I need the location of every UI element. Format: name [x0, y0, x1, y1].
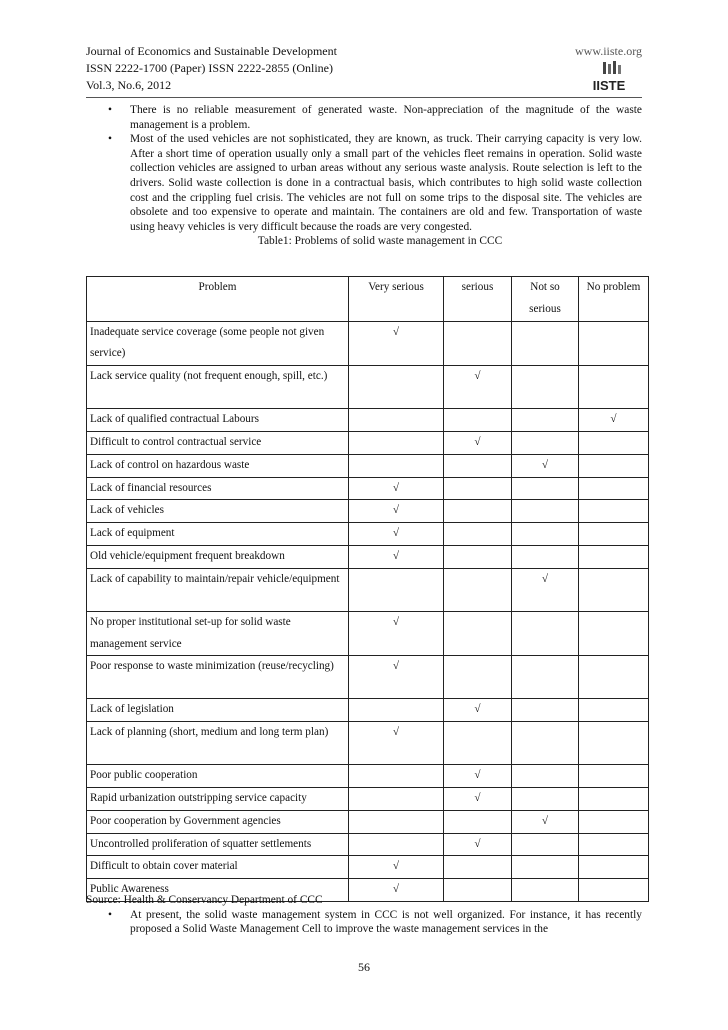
- bullet-item: [86, 103, 642, 132]
- rating-cell-empty: [444, 500, 512, 523]
- rating-cell-empty: [512, 656, 579, 699]
- problem-cell: Lack of planning (short, medium and long term plan): [87, 722, 349, 765]
- table-row: [87, 454, 649, 477]
- problem-cell: Difficult to control contractual service: [87, 431, 349, 454]
- problem-cell: Inadequate service coverage (some people not given service): [87, 321, 349, 366]
- problem-cell: Lack of legislation: [87, 699, 349, 722]
- rating-cell-empty: [444, 409, 512, 432]
- table-row: [87, 722, 649, 765]
- problem-cell: Lack of vehicles: [87, 500, 349, 523]
- check-mark-icon: √: [349, 477, 444, 500]
- check-mark-icon: √: [349, 545, 444, 568]
- rating-cell-empty: [579, 810, 649, 833]
- journal-website-link[interactable]: www.iiste.org: [575, 44, 642, 58]
- table-row: [87, 431, 649, 454]
- rating-cell-empty: [579, 833, 649, 856]
- rating-cell-empty: [444, 611, 512, 656]
- check-mark-icon: √: [444, 787, 512, 810]
- table-row: [87, 321, 649, 366]
- table-row: [87, 787, 649, 810]
- problem-cell: Public Awareness: [87, 879, 349, 902]
- problem-cell: Difficult to obtain cover material: [87, 856, 349, 879]
- rating-cell-empty: [579, 656, 649, 699]
- bullet-item: [86, 132, 642, 234]
- rating-cell-empty: [444, 454, 512, 477]
- rating-cell-empty: [349, 765, 444, 788]
- check-mark-icon: √: [349, 500, 444, 523]
- problem-cell: Lack service quality (not frequent enough, spill, etc.): [87, 366, 349, 409]
- table-body: [87, 321, 649, 901]
- bullet-item: [86, 908, 642, 937]
- problem-cell: Rapid urbanization outstripping service capacity: [87, 787, 349, 810]
- rating-cell-empty: [512, 321, 579, 366]
- table-row: [87, 699, 649, 722]
- bullet-dot-icon: •: [108, 133, 112, 146]
- problem-cell: Lack of financial resources: [87, 477, 349, 500]
- rating-cell-empty: [512, 833, 579, 856]
- page-number: 56: [358, 960, 370, 974]
- rating-cell-empty: [512, 523, 579, 546]
- rating-cell-empty: [512, 722, 579, 765]
- rating-cell-empty: [579, 545, 649, 568]
- problem-cell: Lack of capability to maintain/repair vehicle/equipment: [87, 568, 349, 611]
- rating-cell-empty: [579, 454, 649, 477]
- rating-cell-empty: [349, 409, 444, 432]
- table-row: [87, 545, 649, 568]
- rating-cell-empty: [512, 477, 579, 500]
- check-mark-icon: √: [444, 699, 512, 722]
- journal-volume: Vol.3, No.6, 2012: [86, 78, 172, 92]
- problem-cell: Poor public cooperation: [87, 765, 349, 788]
- rating-cell-empty: [579, 611, 649, 656]
- rating-cell-empty: [512, 765, 579, 788]
- rating-cell-empty: [349, 810, 444, 833]
- check-mark-icon: √: [512, 810, 579, 833]
- check-mark-icon: √: [444, 431, 512, 454]
- table-row: [87, 523, 649, 546]
- rating-cell-empty: [579, 431, 649, 454]
- problem-cell: Lack of qualified contractual Labours: [87, 409, 349, 432]
- problem-cell: Poor cooperation by Government agencies: [87, 810, 349, 833]
- rating-cell-empty: [512, 699, 579, 722]
- table-row: [87, 366, 649, 409]
- source-block: [86, 893, 642, 937]
- rating-cell-empty: [579, 523, 649, 546]
- problems-table: [86, 276, 649, 902]
- rating-cell-empty: [512, 545, 579, 568]
- column-header-no-problem: No problem: [579, 277, 649, 322]
- journal-header: [86, 43, 642, 94]
- rating-cell-empty: [349, 699, 444, 722]
- rating-cell-empty: [579, 787, 649, 810]
- table-row: [87, 568, 649, 611]
- check-mark-icon: √: [349, 879, 444, 902]
- column-header-very-serious: Very serious: [349, 277, 444, 322]
- rating-cell-empty: [579, 722, 649, 765]
- rating-cell-empty: [349, 366, 444, 409]
- check-mark-icon: √: [349, 856, 444, 879]
- rating-cell-empty: [444, 568, 512, 611]
- table-row: [87, 810, 649, 833]
- table-row: [87, 765, 649, 788]
- rating-cell-empty: [579, 500, 649, 523]
- rating-cell-empty: [444, 477, 512, 500]
- rating-cell-empty: [349, 787, 444, 810]
- check-mark-icon: √: [349, 656, 444, 699]
- rating-cell-empty: [579, 856, 649, 879]
- logo-text: IISTE: [592, 78, 626, 93]
- rating-cell-empty: [444, 321, 512, 366]
- table-row: [87, 611, 649, 656]
- check-mark-icon: √: [349, 611, 444, 656]
- table-row: [87, 833, 649, 856]
- rating-cell-empty: [444, 545, 512, 568]
- rating-cell-empty: [512, 366, 579, 409]
- rating-cell-empty: [512, 500, 579, 523]
- problem-cell: Poor response to waste minimization (reuse/recycling): [87, 656, 349, 699]
- rating-cell-empty: [579, 477, 649, 500]
- rating-cell-empty: [512, 787, 579, 810]
- check-mark-icon: √: [349, 321, 444, 366]
- rating-cell-empty: [349, 454, 444, 477]
- table-row: [87, 856, 649, 879]
- check-mark-icon: √: [444, 366, 512, 409]
- table-source: Source: Health & Conservancy Department of CCC: [86, 894, 323, 906]
- bullet-text: Most of the used vehicles are not sophisticated, they are known, as truck. Their carrying capacity is very low. After a short time of operation usually only a small part of the vehicles fleet remains in operation. Solid waste collection vehicles are assigned to urban areas without any serious waste analysis. Route selection is left to the drivers. Solid waste collection is done in a contractual basis, which contributes to high solid waste collection cost and the crippling fuel crisis. The vehicles are not full on some trips to the disposal site. The vehicles are obsolete and too expensive to operate and maintain. The containers are old and few. Transportation of waste using heavy vehicles is very difficult because the roads are very congested.: [130, 133, 642, 233]
- rating-cell-empty: [579, 568, 649, 611]
- table-row: [87, 656, 649, 699]
- problem-cell: Uncontrolled proliferation of squatter settlements: [87, 833, 349, 856]
- rating-cell-empty: [512, 431, 579, 454]
- intro-bullets: [86, 103, 642, 249]
- journal-title: Journal of Economics and Sustainable Development: [86, 44, 337, 58]
- check-mark-icon: √: [444, 833, 512, 856]
- bullet-dot-icon: •: [108, 908, 112, 921]
- check-mark-icon: √: [512, 568, 579, 611]
- rating-cell-empty: [579, 699, 649, 722]
- table-caption: Table1: Problems of solid waste management in CCC: [257, 235, 503, 248]
- bullet-dot-icon: •: [108, 104, 112, 116]
- check-mark-icon: √: [349, 722, 444, 765]
- problem-cell: No proper institutional set-up for solid waste management service: [87, 611, 349, 656]
- rating-cell-empty: [579, 765, 649, 788]
- table-row: [87, 500, 649, 523]
- rating-cell-empty: [444, 722, 512, 765]
- rating-cell-empty: [444, 656, 512, 699]
- problem-cell: Lack of equipment: [87, 523, 349, 546]
- table-row: [87, 477, 649, 500]
- column-header-not-so-serious: Not so serious: [512, 277, 579, 322]
- check-mark-icon: √: [512, 454, 579, 477]
- rating-cell-empty: [349, 431, 444, 454]
- problem-cell: Lack of control on hazardous waste: [87, 454, 349, 477]
- rating-cell-empty: [349, 568, 444, 611]
- problem-cell: Old vehicle/equipment frequent breakdown: [87, 545, 349, 568]
- rating-cell-empty: [512, 409, 579, 432]
- iiste-logo-icon: [589, 61, 629, 93]
- rating-cell-empty: [444, 810, 512, 833]
- rating-cell-empty: [512, 611, 579, 656]
- bullet-text: At present, the solid waste management system in CCC is not well organized. For instance, it has recently proposed a Solid Waste Management Cell to improve the waste management services in the: [130, 908, 642, 936]
- bullet-text: There is no reliable measurement of generated waste. Non-appreciation of the magnitude of the waste management is a problem.: [130, 104, 642, 131]
- table-row: [87, 409, 649, 432]
- rating-cell-empty: [349, 833, 444, 856]
- rating-cell-empty: [579, 366, 649, 409]
- column-header-problem: Problem: [87, 277, 349, 322]
- rating-cell-empty: [444, 523, 512, 546]
- rating-cell-empty: [444, 856, 512, 879]
- check-mark-icon: √: [579, 409, 649, 432]
- check-mark-icon: √: [349, 523, 444, 546]
- header-divider: [86, 97, 642, 98]
- column-header-serious: serious: [444, 277, 512, 322]
- check-mark-icon: √: [444, 765, 512, 788]
- rating-cell-empty: [579, 321, 649, 366]
- journal-issn: ISSN 2222-1700 (Paper) ISSN 2222-2855 (Online): [86, 61, 333, 75]
- rating-cell-empty: [512, 856, 579, 879]
- table-header-row: [87, 277, 649, 322]
